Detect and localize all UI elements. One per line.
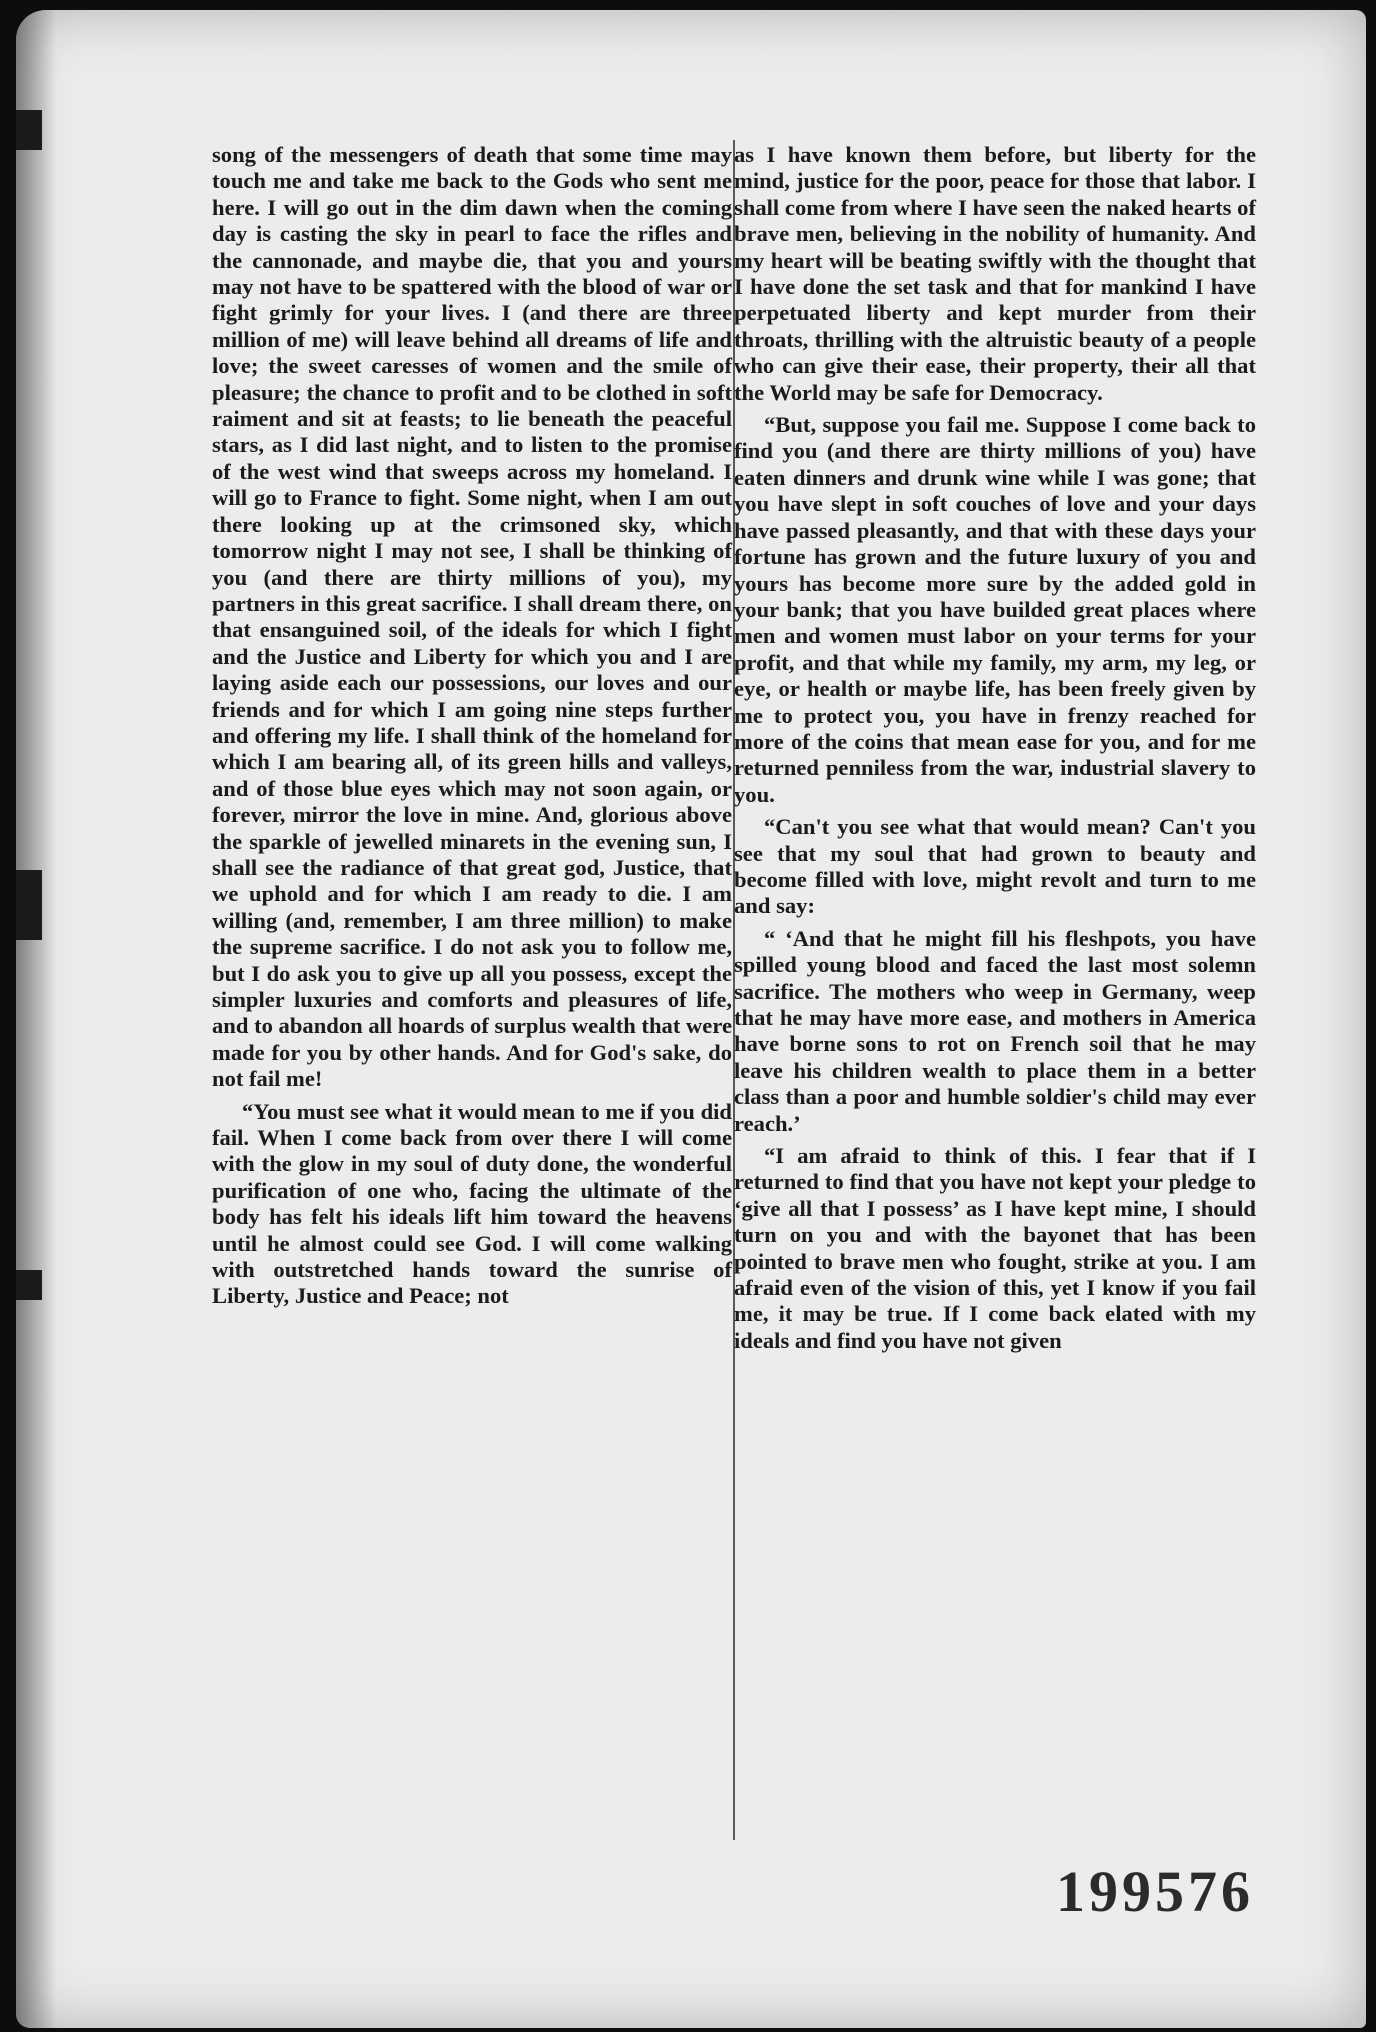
paragraph: “Can't you see what that would mean? Can't you see that my soul that had grown to beauty and become filled with love, might revolt and turn to me and say: <box>734 814 1256 919</box>
right-column <box>734 142 1256 1360</box>
paragraph: “ ‘And that he might fill his fleshpots, you have spilled young blood and faced the last most solemn sacrifice. The mothers who weep in Germany, weep that he may have more ease, and mothers in America have borne sons to rot on French soil that he may leave his children wealth to place them in a better class than a poor and humble soldier's child may ever reach.’ <box>734 925 1256 1136</box>
paragraph: “You must see what it would mean to me if you did fail. When I come back from over there I will come with the glow in my soul of duty done, the wonderful purification of one who, facing the ultimate of the body has felt his ideals lift him toward the heavens until he almost could see God. I will come walking with outstretched hands toward the sunrise of Liberty, Justice and Peace; not <box>212 1098 732 1309</box>
paragraph: song of the messengers of death that some time may touch me and take me back to the Gods who sent me here. I will go out in the dim dawn when the coming day is casting the sky in pearl to face the rifles and the cannonade, and maybe die, that you and yours may not have to be spattered with the blood of war or fight grimly for your lives. I (and there are three million of me) will leave behind all dreams of life and love; the sweet caresses of women and the smile of pleasure; the chance to profit and to be clothed in soft raiment and sit at feasts; to lie beneath the peaceful stars, as I did last night, and to listen to the promise of the west wind that sweeps across my homeland. I will go to France to fight. Some night, when I am out there looking up at the crimsoned sky, which tomorrow night I may not see, I shall be thinking of you (and there are thirty millions of you), my partners in this great sacrifice. I shall dream there, on that ensanguined soil, of the ideals for which I fight and the Justice and Liberty for which you and I are laying aside each our possessions, our loves and our friends and for which I am going nine steps further and offering my life. I shall think of the homeland for which I am bearing all, of its green hills and valleys, and of those blue eyes which may not soon again, or forever, mirror the love in mine. And, glorious above the sparkle of jewelled minarets in the evening sun, I shall see the radiance of that great god, Justice, that we uphold and for which I am ready to die. I am willing (and, remember, I am three million) to make the supreme sacrifice. I do not ask you to follow me, but I do ask you to give up all you possess, except the simpler luxuries and comforts and pleasures of life, and to abandon all hoards of surplus wealth that were made for you by other hands. And for God's sake, do not fail me! <box>212 142 732 1092</box>
paragraph: “But, suppose you fail me. Suppose I come back to find you (and there are thirty millions of you) have eaten dinners and drunk wine while I was gone; that you have slept in soft couches of love and your days have passed pleasantly, and that with these days your fortune has grown and the future luxury of you and yours has become more sure by the added gold in your bank; that you have builded great places where men and women must labor on your terms for your profit, and that while my family, my arm, my leg, or eye, or health or maybe life, has been freely given by me to protect you, you have in frenzy reached for more of the coins that mean ease for you, and for me returned penniless from the war, industrial slavery to you. <box>734 412 1256 807</box>
paragraph: as I have known them before, but liberty for the mind, justice for the poor, peace for those that labor. I shall come from where I have seen the naked hearts of brave men, believing in the nobility of humanity. And my heart will be beating swiftly with the thought that I have done the set task and that for mankind I have perpetuated liberty and kept murder from their throats, thrilling with the altruistic beauty of a people who can give their ease, their property, their all that the World may be safe for Democracy. <box>734 142 1256 405</box>
paragraph: “I am afraid to think of this. I fear that if I returned to find that you have not kept your pledge to ‘give all that I possess’ as I have kept mine, I should turn on you and with the bayonet that has been pointed to brave men who fought, strike at you. I am afraid even of the vision of this, yet I know if you fail me, it may be true. If I come back elated with my ideals and find you have not given <box>734 1143 1256 1353</box>
page-edge-damage <box>16 870 42 940</box>
page-edge-damage <box>16 1270 42 1300</box>
page-edge-damage <box>16 110 42 150</box>
page-number: 199576 <box>1056 1859 1254 1924</box>
left-column <box>212 142 732 1316</box>
document-page <box>16 10 1366 2028</box>
